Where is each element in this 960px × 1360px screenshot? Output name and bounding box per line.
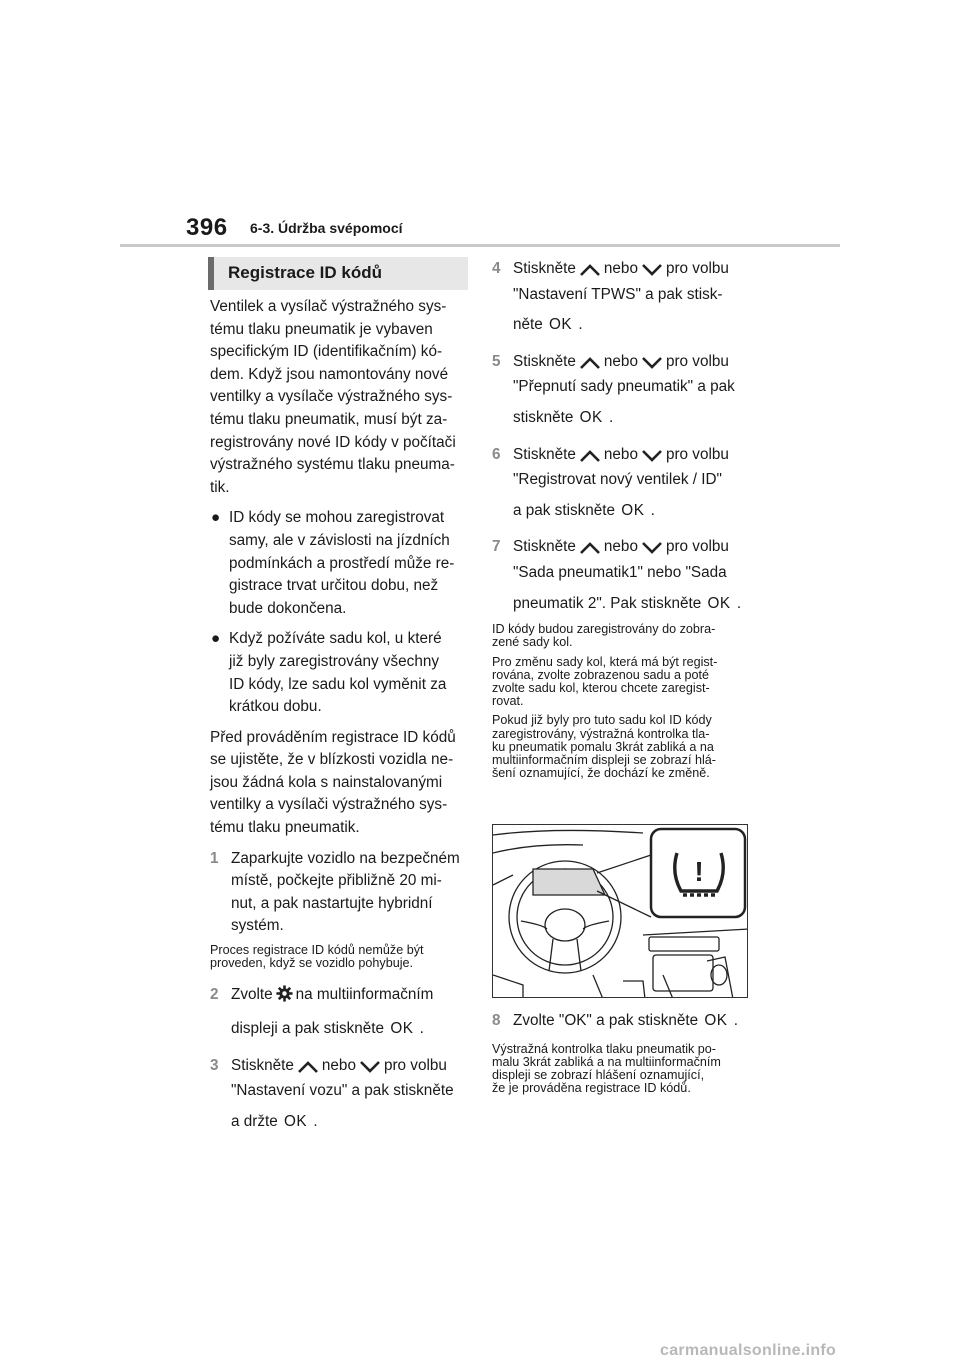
chevron-down-icon xyxy=(359,1058,381,1081)
step-number: 6 xyxy=(492,445,501,463)
bullet-item: ● Když požíváte sadu kol, u které již byly zaregistrovány všechny ID kódy, lze sadu kol vyměnit za krátkou dobu. xyxy=(211,630,447,716)
ok-button-label: OK xyxy=(707,594,731,612)
gear-icon xyxy=(276,985,293,1010)
intro-paragraph: Ventilek a vysílač výstražného sys- tému tlaku pneumatik je vybaven specifickým ID (identifikačním) kó- dem. Když jsou namontovány nové ventilky a vysílače výstražného sys- tému tlaku pneumatik, musí být za- registrovány nové ID kódy v počítači výstražného systému tlaku pneuma- tik. xyxy=(210,298,456,496)
note-already-registered: Pokud již byly pro tuto sadu kol ID kódy zaregistrovány, výstražná kontrolka tla- ku pneumatik pomalu 3krát zabliká a na multiinformačním displeji se zobrazí hlá- šení oznamující, že dochází ke změně. xyxy=(492,713,716,781)
ok-button-label: OK xyxy=(390,1020,414,1038)
chevron-up-icon xyxy=(579,261,601,284)
chevron-down-icon xyxy=(641,261,663,284)
ok-button-label: OK xyxy=(284,1112,308,1130)
section-heading xyxy=(208,257,468,290)
step-number: 8 xyxy=(492,1012,501,1029)
step-6: 6 Stiskněte nebo pro volbu "Registrovat nový ventilek / ID" a pak stiskněte OK . xyxy=(492,444,750,523)
ok-button-label: OK xyxy=(549,316,573,334)
dashboard-drawing xyxy=(493,825,748,998)
note-change-set: Pro změnu sady kol, která má být regist- rována, zvolte zobrazenou sadu a poté zvolte sadu kol, kterou chcete zaregist- rovat. xyxy=(492,654,718,709)
header-divider xyxy=(120,244,840,247)
heading-text: Registrace ID kódů xyxy=(228,263,382,282)
chevron-down-icon xyxy=(641,447,663,470)
dashboard-illustration xyxy=(492,824,748,998)
note-final: Výstražná kontrolka tlaku pneumatik po- malu 3krát zabliká a na multiinformačním displeji se zobrazí hlášení oznamující, že je prováděna registrace ID kódů. xyxy=(492,1041,721,1096)
step-2: 2 Zvolte na multiinformačním displeji a pak stiskněte OK . xyxy=(210,984,468,1040)
pre-steps-paragraph: Před prováděním registrace ID kódů se ujistěte, že v blízkosti vozidla ne- jsou žádná kola s nainstalovanými ventilky a vysílači výstražného sys- tému tlaku pneumatik. xyxy=(210,728,456,837)
step-number: 1 xyxy=(210,849,219,867)
ok-button-label: OK xyxy=(621,501,645,519)
step-number: 4 xyxy=(492,260,501,277)
step-1: 1 Zaparkujte vozidlo na bezpečném místě, počkejte přibližně 20 mi- nut, a pak nastartujte hybridní systém. xyxy=(210,849,460,935)
step-8: 8 Zvolte "OK" a pak stiskněte OK . xyxy=(492,1010,750,1033)
left-column xyxy=(210,296,468,1133)
note-registered: ID kódy budou zaregistrovány do zobra- zené sady kol. xyxy=(492,622,716,650)
step-number: 2 xyxy=(210,986,219,1004)
step-7: 7 Stiskněte nebo pro volbu "Sada pneumatik1" nebo "Sada pneumatik 2". Pak stiskněte OK . xyxy=(492,536,750,615)
ok-button-label: OK xyxy=(579,408,603,426)
bullet-icon: ● xyxy=(211,630,221,648)
step-number: 7 xyxy=(492,538,501,556)
right-column-bottom xyxy=(492,1010,750,1101)
bullet-icon: ● xyxy=(211,509,221,527)
step-3: 3 Stiskněte nebo pro volbu "Nastavení vozu" a pak stiskněte a držte OK . xyxy=(210,1055,468,1134)
chevron-up-icon xyxy=(297,1058,319,1081)
note-vehicle-moving: Proces registrace ID kódů nemůže být proveden, když se vozidlo pohybuje. xyxy=(210,943,424,971)
svg-text:!: ! xyxy=(694,856,704,887)
step-number: 3 xyxy=(210,1056,219,1074)
bullet-item: ● ID kódy se mohou zaregistrovat samy, ale v závislosti na jízdních podmínkách a prostředí může re- gistrace trvat určitou dobu, než bude dokončena. xyxy=(211,509,455,617)
step-4: 4 Stiskněte nebo pro volbu "Nastavení TPWS" a pak stisk- něte OK . xyxy=(492,258,750,337)
page-number: 396 xyxy=(186,214,228,241)
watermark: carmanualsonline.info xyxy=(660,1342,837,1359)
step-number: 5 xyxy=(492,352,501,370)
section-title: 6-3. Údržba svépomocí xyxy=(250,220,403,236)
right-column xyxy=(492,258,750,786)
step-5: 5 Stiskněte nebo pro volbu "Přepnutí sady pneumatik" a pak stiskněte OK . xyxy=(492,351,750,430)
chevron-down-icon xyxy=(641,539,663,562)
chevron-up-icon xyxy=(579,539,601,562)
chevron-down-icon xyxy=(641,354,663,377)
chevron-up-icon xyxy=(579,447,601,470)
chevron-up-icon xyxy=(579,354,601,377)
ok-button-label: OK xyxy=(704,1012,728,1029)
